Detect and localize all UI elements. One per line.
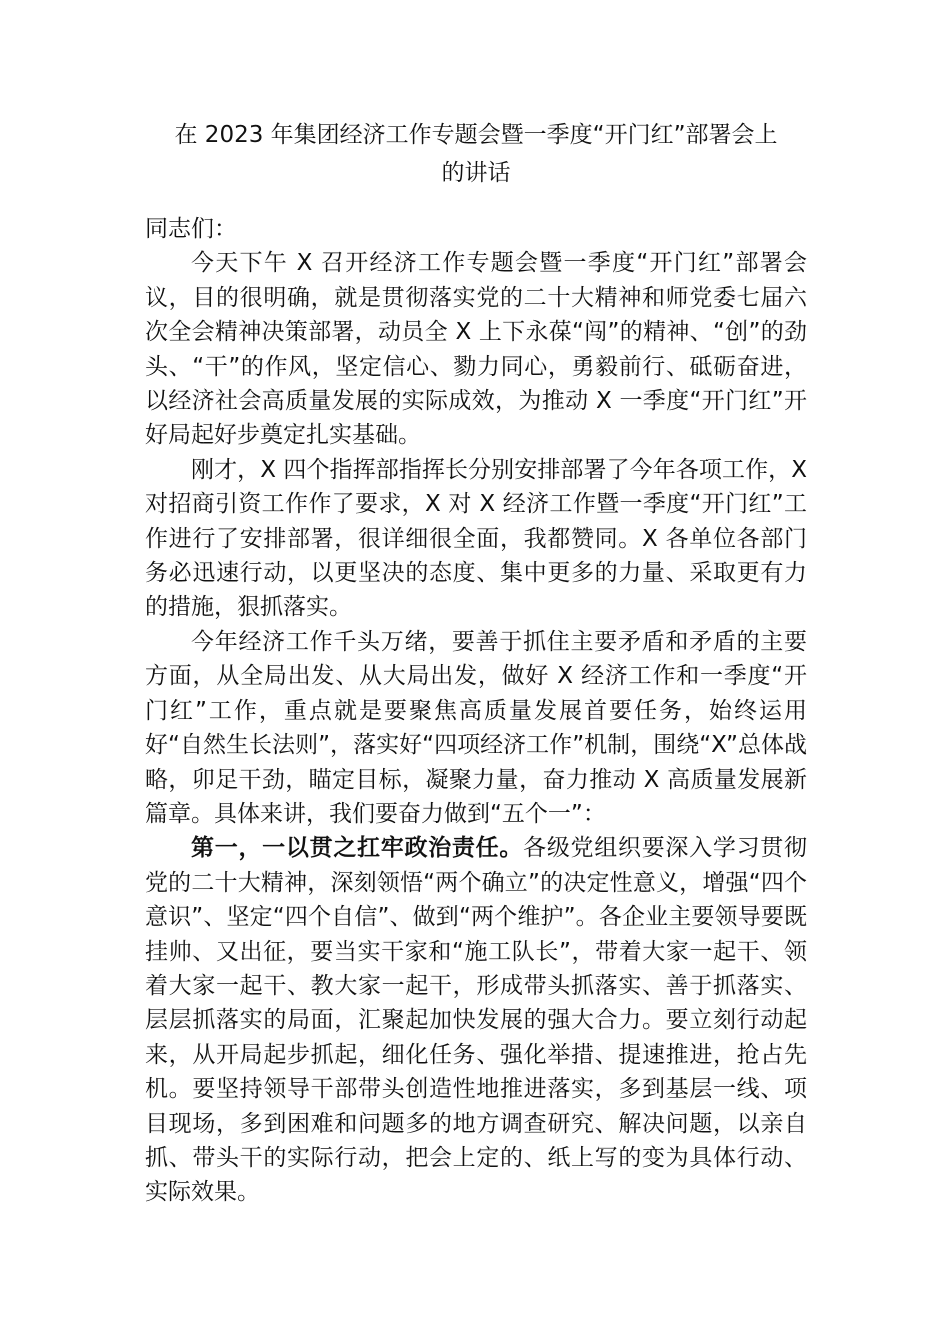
document-body bbox=[145, 212, 807, 1210]
paragraph-4 bbox=[145, 831, 807, 1209]
paragraph-2-text: 刚才，X 四个指挥部指挥长分别安排部署了今年各项工作，X 对招商引资工作作了要求，X 对 X 经济工作暨一季度“开门红”工作进行了安排部署，很详细很全面，我都赞同。X 各单位各部门务必迅速行动，以更坚决的态度、集中更多的力量、采取更有力的措施，狠抓落实。 bbox=[145, 456, 807, 621]
paragraph-1 bbox=[145, 246, 807, 452]
document-title-line-2: 的讲话 bbox=[441, 160, 511, 186]
document-page bbox=[145, 116, 807, 1210]
paragraph-2 bbox=[145, 453, 807, 625]
paragraph-3 bbox=[145, 625, 807, 831]
paragraph-4-lead: 第一，一以贯之扛牢政治责任。 bbox=[191, 835, 524, 862]
salutation: 同志们： bbox=[145, 216, 237, 242]
paragraph-4-text: 各级党组织要深入学习贯彻党的二十大精神，深刻领悟“两个确立”的决定性意义，增强“四个意识”、坚定“四个自信”、做到“两个维护”。各企业主要领导要既挂帅、又出征，要当实干家和“施工队长”，带着大家一起干、领着大家一起干、教大家一起干，形成带头抓落实、善于抓落实、层层抓落实的局面，汇聚起加快发展的强大合力。要立刻行动起来，从开局起步抓起，细化任务、强化举措、提速推进，抢占先机。要坚持领导干部带头创造性地推进落实，多到基层一线、项目现场，多到困难和问题多的地方调查研究、解决问题，以亲自抓、带头干的实际行动，把会上定的、纸上写的变为具体行动、实际效果。 bbox=[145, 835, 808, 1206]
document-title bbox=[145, 116, 807, 192]
document-title-line-1: 在 2023 年集团经济工作专题会暨一季度“开门红”部署会上 bbox=[174, 122, 778, 148]
paragraph-3-text: 今年经济工作千头万绪，要善于抓住主要矛盾和矛盾的主要方面，从全局出发、从大局出发，做好 X 经济工作和一季度“开门红”工作，重点就是要聚焦高质量发展首要任务，始终运用好“自然生长法则”，落实好“四项经济工作”机制，围绕“X”总体战略，卯足干劲，瞄定目标，凝聚力量，奋力推动 X 高质量发展新篇章。具体来讲，我们要奋力做到“五个一”： bbox=[145, 628, 807, 827]
paragraph-1-text: 今天下午 X 召开经济工作专题会暨一季度“开门红”部署会议，目的很明确，就是贯彻落实党的二十大精神和师党委七届六次全会精神决策部署，动员全 X 上下永葆“闯”的精神、“创”的劲头、“干”的作风，坚定信心、勠力同心，勇毅前行、砥砺奋进，以经济社会高质量发展的实际成效，为推动 X 一季度“开门红”开好局起好步奠定扎实基础。 bbox=[145, 250, 807, 449]
